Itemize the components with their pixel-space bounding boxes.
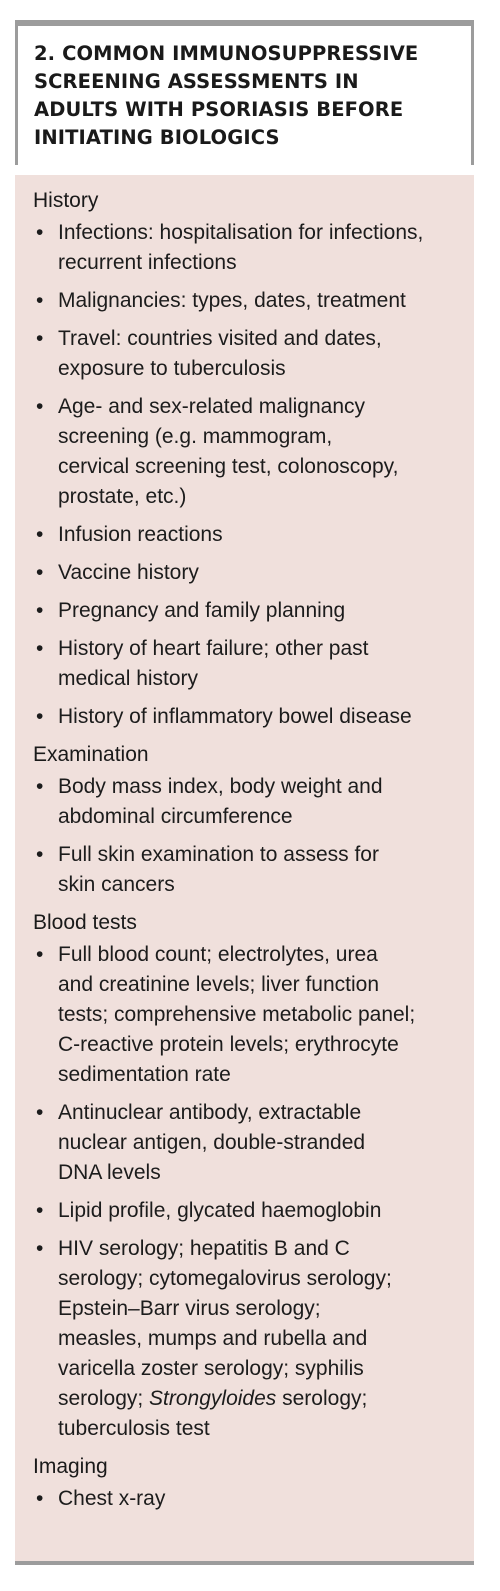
bullet-icon: • — [36, 1199, 44, 1222]
list-item — [33, 520, 460, 550]
item-line: sedimentation rate — [58, 1063, 231, 1086]
content-panel — [15, 175, 474, 1565]
examination-list — [33, 772, 460, 900]
item-line: DNA levels — [58, 1161, 161, 1184]
assessment-box — [15, 20, 480, 1571]
item-line: and creatinine levels; liver function — [58, 973, 380, 996]
list-item — [33, 634, 460, 694]
bullet-icon: • — [36, 1487, 44, 1510]
text-run: serology; — [58, 1387, 150, 1410]
section-heading-imaging: Imaging — [33, 1455, 108, 1478]
bullet-icon: • — [36, 1101, 44, 1124]
item-line: Malignancies: types, dates, treatment — [58, 289, 406, 312]
bullet-icon: • — [36, 843, 44, 866]
title-line: 2. COMMON IMMUNOSUPPRESSIVE — [34, 42, 419, 65]
title-line: ADULTS WITH PSORIASIS BEFORE — [34, 98, 404, 121]
bullet-icon: • — [36, 943, 44, 966]
text-run: serology; — [276, 1387, 368, 1410]
item-line: C-reactive protein levels; erythrocyte — [58, 1033, 399, 1056]
list-item — [33, 1098, 460, 1188]
bullet-icon: • — [36, 395, 44, 418]
item-line: serology; cytomegalovirus serology; — [58, 1267, 392, 1290]
blood-tests-list — [33, 940, 460, 1444]
item-line: tests; comprehensive metabolic panel; — [58, 1003, 416, 1026]
history-list — [33, 218, 460, 732]
list-item — [33, 596, 460, 626]
item-line: HIV serology; hepatitis B and C — [58, 1237, 350, 1260]
bullet-icon: • — [36, 221, 44, 244]
list-item — [33, 392, 460, 512]
list-item — [33, 702, 460, 732]
bullet-icon: • — [36, 775, 44, 798]
item-line: Epstein–Barr virus serology; — [58, 1297, 321, 1320]
box-header — [15, 20, 474, 165]
list-item — [33, 558, 460, 588]
section-heading-blood-tests: Blood tests — [33, 911, 137, 934]
item-line: varicella zoster serology; syphilis — [58, 1357, 364, 1380]
list-item — [33, 840, 460, 900]
bullet-icon: • — [36, 1237, 44, 1260]
bullet-icon: • — [36, 289, 44, 312]
list-item — [33, 772, 460, 832]
item-line — [58, 1384, 460, 1414]
item-line: Pregnancy and family planning — [58, 599, 346, 622]
imaging-list — [33, 1484, 460, 1514]
list-item — [33, 324, 460, 384]
item-line: Travel: countries visited and dates, — [58, 327, 382, 350]
item-line: Lipid profile, glycated haemoglobin — [58, 1199, 382, 1222]
item-line: Age- and sex-related malignancy — [58, 395, 366, 418]
item-line: Body mass index, body weight and — [58, 775, 383, 798]
bullet-icon: • — [36, 637, 44, 660]
item-line: nuclear antigen, double-stranded — [58, 1131, 366, 1154]
item-line: skin cancers — [58, 873, 175, 896]
list-item — [33, 286, 460, 316]
bullet-icon: • — [36, 599, 44, 622]
list-item — [33, 1234, 460, 1444]
item-line: screening (e.g. mammogram, — [58, 425, 333, 448]
box-title — [34, 40, 455, 152]
item-line: prostate, etc.) — [58, 485, 187, 508]
bullet-icon: • — [36, 705, 44, 728]
item-line: Chest x-ray — [58, 1487, 166, 1510]
item-line: recurrent infections — [58, 251, 237, 274]
item-line: tuberculosis test — [58, 1417, 210, 1440]
list-item — [33, 218, 460, 278]
item-line: Vaccine history — [58, 561, 199, 584]
title-line: SCREENING ASSESSMENTS IN — [34, 70, 359, 93]
section-heading-examination: Examination — [33, 743, 149, 766]
title-line: INITIATING BIOLOGICS — [34, 126, 280, 149]
item-line: cervical screening test, colonoscopy, — [58, 455, 399, 478]
list-item — [33, 940, 460, 1090]
item-line: Infusion reactions — [58, 523, 223, 546]
bullet-icon: • — [36, 561, 44, 584]
item-line: abdominal circumference — [58, 805, 293, 828]
item-line: Full skin examination to assess for — [58, 843, 379, 866]
item-line: medical history — [58, 667, 199, 690]
item-line: exposure to tuberculosis — [58, 357, 286, 380]
item-line: History of heart failure; other past — [58, 637, 369, 660]
item-line: Antinuclear antibody, extractable — [58, 1101, 362, 1124]
item-line: Infections: hospitalisation for infections, — [58, 221, 424, 244]
italic-organism-name: Strongyloides — [149, 1387, 277, 1410]
section-heading-history: History — [33, 189, 99, 212]
item-line: Full blood count; electrolytes, urea — [58, 943, 378, 966]
bullet-icon: • — [36, 327, 44, 350]
bullet-icon: • — [36, 523, 44, 546]
list-item — [33, 1484, 460, 1514]
item-line: History of inflammatory bowel disease — [58, 705, 412, 728]
list-item — [33, 1196, 460, 1226]
item-line: measles, mumps and rubella and — [58, 1327, 368, 1350]
